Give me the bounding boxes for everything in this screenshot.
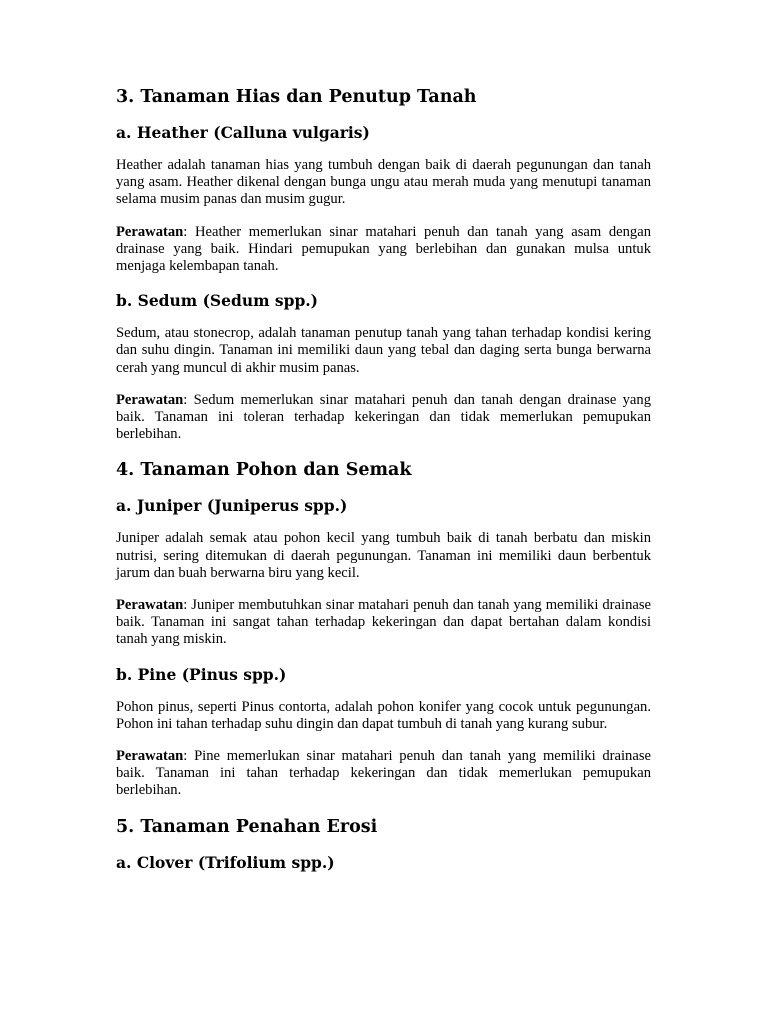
care-text: : Juniper membutuhkan sinar matahari penuh dan tanah yang memiliki drainase baik. Tanaman ini sangat tahan terhadap kekeringan dan dapat bertahan dalam kondisi tanah yang miskin.: [116, 597, 651, 648]
care-paragraph: [116, 748, 651, 800]
care-label: Perawatan: [116, 223, 184, 240]
plant-description: Heather adalah tanaman hias yang tumbuh dengan baik di daerah pegunungan dan tanah yang asam. Heather dikenal dengan bunga ungu atau merah muda yang menutupi tanaman selama musim panas dan musim gugur.: [116, 157, 651, 208]
care-text: : Pine memerlukan sinar matahari penuh dan tanah yang memiliki drainase baik. Tanaman ini tahan terhadap kekeringan dan tidak memerlukan pemupukan berlebihan.: [116, 748, 651, 799]
care-paragraph: [116, 597, 651, 649]
plant-title: a. Clover (Trifolium spp.): [116, 852, 335, 872]
plant-title: a. Heather (Calluna vulgaris): [116, 123, 370, 142]
plant-description: Pohon pinus, seperti Pinus contorta, adalah pohon konifer yang cocok untuk pegunungan. Pohon ini tahan terhadap suhu dingin dan dapat tumbuh di tanah yang kurang subur.: [116, 698, 651, 732]
document-page: [116, 84, 651, 887]
plant-description: Juniper adalah semak atau pohon kecil yang tumbuh baik di tanah berbatu dan miskin nutrisi, sering ditemukan di daerah pegunungan. Tanaman ini memiliki daun berbentuk jarum dan buah berwarna biru yang kecil.: [116, 530, 651, 581]
section-heading: 4. Tanaman Pohon dan Semak: [116, 460, 412, 481]
section-heading: 3. Tanaman Hias dan Penutup Tanah: [116, 87, 477, 107]
plant-title: a. Juniper (Juniperus spp.): [116, 496, 348, 516]
plant-title: b. Pine (Pinus spp.): [116, 664, 287, 684]
care-text: : Heather memerlukan sinar matahari penuh dan tanah yang asam dengan drainase yang baik. Hindari pemupukan yang berlebihan dan gunakan mulsa untuk menjaga kelembapan tanah.: [116, 223, 651, 275]
care-text: : Sedum memerlukan sinar matahari penuh dan tanah dengan drainase yang baik. Tanaman ini toleran terhadap kekeringan dan tidak memerlukan pemupukan berlebihan.: [116, 391, 651, 443]
care-label: Perawatan: [116, 391, 184, 408]
care-paragraph: [116, 392, 651, 444]
section-heading: 5. Tanaman Penahan Erosi: [116, 816, 378, 837]
care-label: Perawatan: [116, 597, 184, 614]
care-paragraph: [116, 224, 651, 276]
plant-title: b. Sedum (Sedum spp.): [116, 291, 319, 311]
plant-description: Sedum, atau stonecrop, adalah tanaman penutup tanah yang tahan terhadap kondisi kering dan suhu dingin. Tanaman ini memiliki daun yang tebal dan daging serta bunga berwarna cerah yang muncul di akhir musim panas.: [116, 325, 651, 376]
care-label: Perawatan: [116, 748, 184, 765]
